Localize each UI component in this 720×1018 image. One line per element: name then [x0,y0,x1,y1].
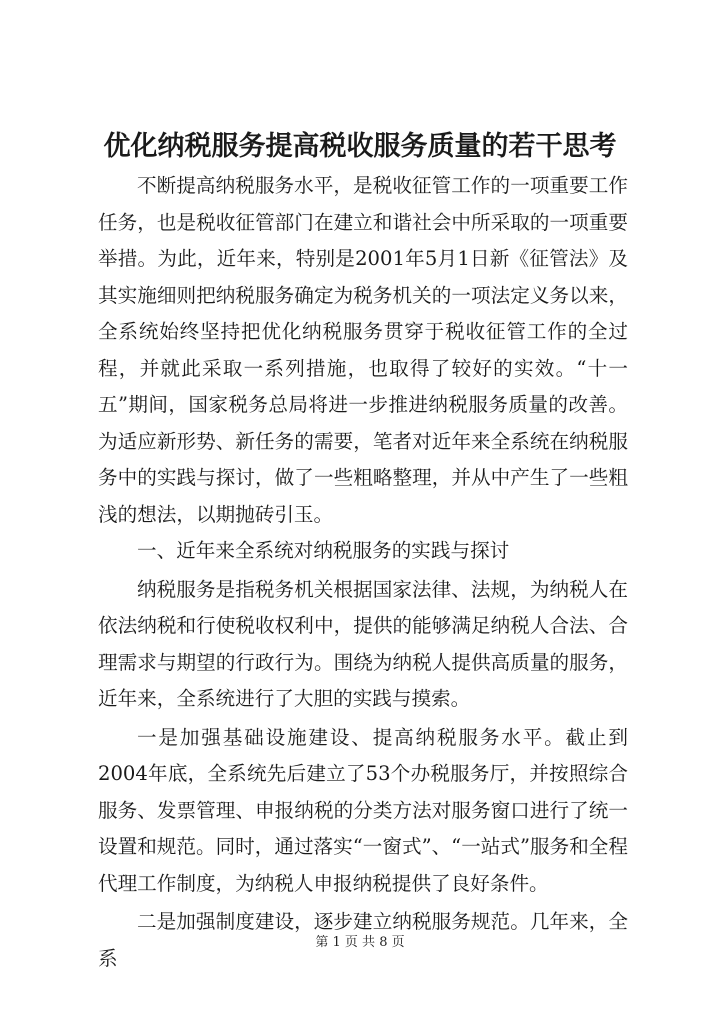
document-body [98,168,628,977]
section-heading-1: 一、近年来全系统对纳税服务的实践与探讨 [137,539,510,562]
page-footer: 第 1 页 共 8 页 [315,935,405,950]
paragraph-point-2: 二是加强制度建设，逐步建立纳税服务规范。几年来，全系 [98,910,628,970]
document-title: 优化纳税服务提高税收服务质量的若干思考 [103,131,617,162]
paragraph-intro: 不断提高纳税服务水平，是税收征管工作的一项重要工作任务，也是税收征管部门在建立和谐社会中所采取的一项重要举措。为此，近年来，特别是2001年5月1日新《征管法》及其实施细则把纳税服务确定为税务机关的一项法定义务以来，全系统始终坚持把优化纳税服务贯穿于税收征管工作的全过程，并就此采取一系列措施，也取得了较好的实效。“十一五”期间，国家税务总局将进一步推进纳税服务质量的改善。为适应新形势、新任务的需要，笔者对近年来全系统在纳税服务中的实践与探讨，做了一些粗略整理，并从中产生了一些粗浅的想法，以期抛砖引玉。 [98,174,628,526]
paragraph-point-1: 一是加强基础设施建设、提高纳税服务水平。截止到2004年底，全系统先后建立了53个办税服务厅，并按照综合服务、发票管理、申报纳税的分类方法对服务窗口进行了统一设置和规范。同时，通过落实“一窗式”、“一站式”服务和全程代理工作制度，为纳税人申报纳税提供了良好条件。 [98,725,628,895]
paragraph-definition: 纳税服务是指税务机关根据国家法律、法规，为纳税人在依法纳税和行使税收权利中，提供的能够满足纳税人合法、合理需求与期望的行政行为。围绕为纳税人提供高质量的服务，近年来，全系统进行了大胆的实践与摸索。 [98,577,628,710]
